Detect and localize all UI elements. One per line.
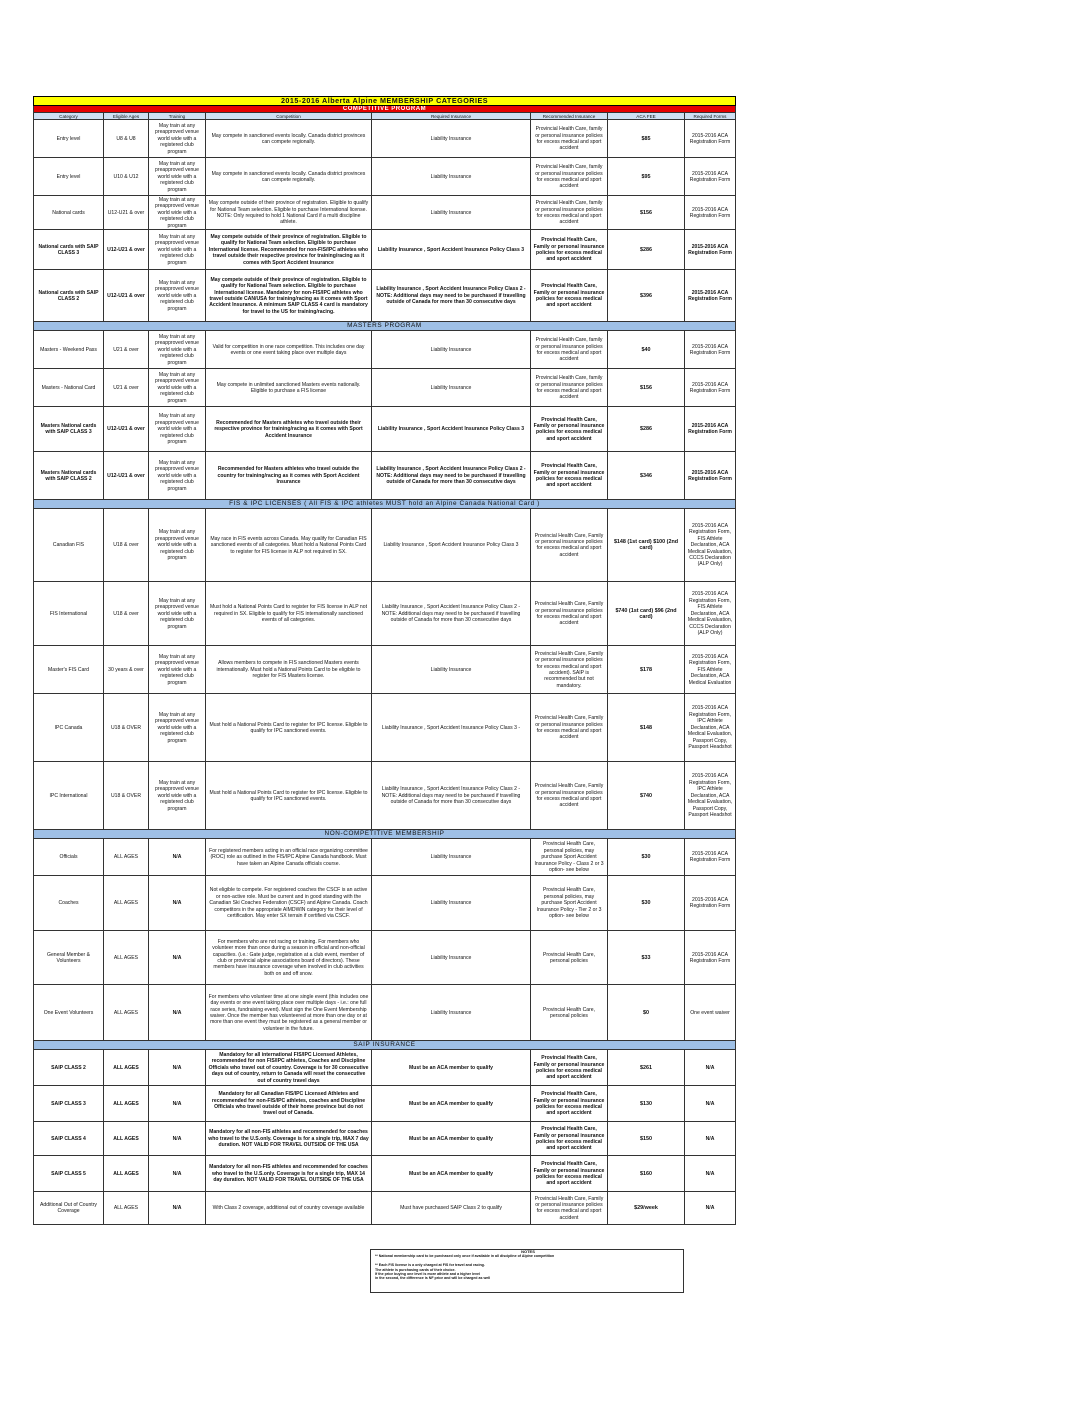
cell-competition: Recommended for Masters athletes who travel outside their respective province for training/racing as it comes with Sport Accident Insurance — [206, 407, 372, 452]
cell-aca-fee: $130 — [608, 1086, 685, 1122]
cell-training: May train at any preapproved venue world wide with a registered club program — [149, 646, 206, 694]
cell-eligible-ages: ALL AGES — [104, 931, 149, 985]
cell-required-insurance: Liability Insurance — [372, 331, 531, 369]
cell-category: Masters - Weekend Pass — [34, 331, 104, 369]
cell-required-forms: 2015-2016 ACA Registration Form, FIS Athlete Declaration, ACA Medical Evaluation — [685, 646, 736, 694]
section-header: SAIP INSURANCE — [34, 1041, 736, 1050]
cell-eligible-ages: U12-U21 & over — [104, 452, 149, 500]
table-row — [34, 1050, 736, 1086]
cell-recommended-insurance: Provincial Health Care, Family or personal insurance policies for excess medical and sport accident — [531, 582, 608, 646]
cell-category: Entry level — [34, 158, 104, 196]
cell-competition: With Class 2 coverage, additional out of country coverage available — [206, 1192, 372, 1225]
cell-required-insurance: Liability Insurance , Sport Accident Insurance Policy Class 2 - NOTE: Additional days may need to be purchased if travelling outside of Canada for more than 30 consecutive days — [372, 582, 531, 646]
cell-required-forms: 2015-2016 ACA Registration Form — [685, 931, 736, 985]
cell-recommended-insurance: Provincial Health Care, Family or personal insurance policies for excess medical and sport accident — [531, 1086, 608, 1122]
cell-category: Canadian FIS — [34, 509, 104, 582]
cell-category: Officials — [34, 839, 104, 876]
cell-category: Additional Out of Country Coverage — [34, 1192, 104, 1225]
cell-aca-fee: $346 — [608, 452, 685, 500]
table-row — [34, 582, 736, 646]
cell-required-insurance: Liability Insurance — [372, 876, 531, 931]
cell-required-forms: 2015-2016 ACA Registration Form — [685, 407, 736, 452]
sheet-title: 2015-2016 Alberta Alpine MEMBERSHIP CATEGORIES — [34, 97, 736, 106]
cell-training: N/A — [149, 1122, 206, 1156]
cell-aca-fee: $286 — [608, 407, 685, 452]
cell-training: May train at any preapproved venue world wide with a registered club program — [149, 270, 206, 322]
cell-recommended-insurance: Provincial Health Care, Family or personal insurance policies for excess medical and sport accident — [531, 230, 608, 270]
cell-eligible-ages: ALL AGES — [104, 1122, 149, 1156]
cell-required-forms: 2015-2016 ACA Registration Form, IPC Athlete Declaration, ACA Medical Evaluation, Passport Copy, Passport Headshot — [685, 762, 736, 830]
cell-aca-fee: $40 — [608, 331, 685, 369]
cell-recommended-insurance: Provincial Health Care, Family or personal insurance policies for excess medical and sport accident — [531, 1192, 608, 1225]
cell-competition: Valid for competition in one race competition. This includes one day events or one event taking place over multiple days — [206, 331, 372, 369]
table-row — [34, 985, 736, 1041]
cell-competition: Mandatory for all non-FIS athletes and recommended for coaches who travel to the U.S.only. Coverage is for a single trip, MAX 14 day duration. NOT VALID FOR TRAVEL OUTSIDE OF THE USA — [206, 1156, 372, 1192]
cell-required-forms: 2015-2016 ACA Registration Form — [685, 270, 736, 322]
cell-recommended-insurance: Provincial Health Care, Family or personal insurance policies for excess medical and sport accident — [531, 270, 608, 322]
cell-category: Entry level — [34, 120, 104, 158]
cell-required-insurance: Must be an ACA member to qualify — [372, 1050, 531, 1086]
cell-aca-fee: $148 — [608, 694, 685, 762]
cell-required-forms: 2015-2016 ACA Registration Form, FIS Athlete Declaration, ACA Medical Evaluation, CCCS Declaration (ALP Only) — [685, 509, 736, 582]
table-row — [34, 1156, 736, 1192]
cell-required-forms: 2015-2016 ACA Registration Form — [685, 196, 736, 230]
cell-category: Masters National cards with SAIP CLASS 2 — [34, 452, 104, 500]
cell-required-forms: N/A — [685, 1050, 736, 1086]
cell-eligible-ages: U12-U21 & over — [104, 407, 149, 452]
cell-recommended-insurance: Provincial Health Care, Family or personal insurance policies for excess medical and sport accident). SAIP is recommended but not mandatory. — [531, 646, 608, 694]
table-row — [34, 230, 736, 270]
notes-title: NOTES — [521, 1249, 535, 1254]
table-row — [34, 1086, 736, 1122]
cell-competition: Recommended for Masters athletes who travel outside the country for training/racing as it comes with Sport Accident Insurance — [206, 452, 372, 500]
section-header: FIS & IPC LICENSES ( All FIS & IPC athletes MUST hold an Alpine Canada National Card ) — [34, 500, 736, 509]
cell-aca-fee: $156 — [608, 369, 685, 407]
membership-sheet — [33, 96, 735, 1225]
table-row — [34, 762, 736, 830]
cell-training: May train at any preapproved venue world wide with a registered club program — [149, 762, 206, 830]
cell-training: May train at any preapproved venue world wide with a registered club program — [149, 509, 206, 582]
cell-eligible-ages: U18 & OVER — [104, 762, 149, 830]
cell-recommended-insurance: Provincial Health Care, family or personal insurance policies for excess medical and sport accident — [531, 196, 608, 230]
cell-required-insurance: Liability Insurance , Sport Accident Insurance Policy Class 2 - NOTE: Additional days may need to be purchased if travelling outside of Canada for more than 30 consecutive days — [372, 270, 531, 322]
cell-aca-fee: $150 — [608, 1122, 685, 1156]
cell-category: SAIP CLASS 2 — [34, 1050, 104, 1086]
cell-training: N/A — [149, 876, 206, 931]
notes-line: in the second, the difference is NF price and will be charged as well — [375, 1276, 491, 1281]
table-row — [34, 1122, 736, 1156]
cell-aca-fee: $30 — [608, 839, 685, 876]
cell-required-forms: 2015-2016 ACA Registration Form — [685, 120, 736, 158]
column-header-required-forms: Required Forms — [685, 113, 736, 120]
cell-required-forms: 2015-2016 ACA Registration Form — [685, 369, 736, 407]
cell-required-insurance: Liability Insurance , Sport Accident Insurance Policy Class 2 - NOTE: Additional days may need to be purchased if travelling outside of Canada for more than 30 consecutive days — [372, 452, 531, 500]
cell-eligible-ages: ALL AGES — [104, 985, 149, 1041]
column-header-category: Category — [34, 113, 104, 120]
cell-competition: May compete outside of their province of registration. Eligible to qualify for National Team selection. Eligible to purchase International license. Mandatory for non-FIS/IPC athletes who travel outside CAN/USA for training/racing as it comes with Sport Accident Insurance. A minimum SAIP CLASS 4 card is mandatory for travel to the US for training/racing. — [206, 270, 372, 322]
cell-training: May train at any preapproved venue world wide with a registered club program — [149, 230, 206, 270]
cell-category: Masters - National Card — [34, 369, 104, 407]
cell-training: N/A — [149, 1156, 206, 1192]
cell-competition: Mandatory for all international FIS/IPC Licensed Athletes, recommended for non FIS/IPC athletes, Coaches and Discipline Officials who travel out of country. Coverage is for 30 consecutive days out of country, return to Canada will reset the consecutive out of country travel days — [206, 1050, 372, 1086]
cell-required-forms: One event waiver — [685, 985, 736, 1041]
cell-competition: For members who volunteer time at one single event (this includes one day events or one event taking place over multiple days - i.e.: one full race series, fundraising event). Must sign the One Event Membership waiver. Once the member has volunteered at more than one day or at more than one event they must be registered as a general member or volunteer in the future. — [206, 985, 372, 1041]
table-row — [34, 839, 736, 876]
table-row — [34, 876, 736, 931]
cell-required-insurance: Liability Insurance , Sport Accident Insurance Policy Class 2 - NOTE: Additional days may need to be purchased if travelling outside of Canada for more than 30 consecutive days — [372, 762, 531, 830]
column-header-required-insurance: Required Insurance — [372, 113, 531, 120]
table-row — [34, 407, 736, 452]
cell-competition: May race in FIS events across Canada. May qualify for Canadian FIS sanctioned events of all categories. Must hold a National Points Card to register for FIS license in ALP not required in SX. — [206, 509, 372, 582]
cell-eligible-ages: U12-U21 & over — [104, 196, 149, 230]
cell-required-insurance: Liability Insurance , Sport Accident Insurance Policy Class 3 — [372, 230, 531, 270]
section-header: MASTERS PROGRAM — [34, 322, 736, 331]
column-header-training: Training — [149, 113, 206, 120]
cell-required-forms: 2015-2016 ACA Registration Form — [685, 452, 736, 500]
cell-aca-fee: $286 — [608, 230, 685, 270]
cell-required-insurance: Liability Insurance — [372, 369, 531, 407]
cell-recommended-insurance: Provincial Health Care, Family or personal insurance policies for excess medical and sport accident — [531, 762, 608, 830]
cell-required-forms: N/A — [685, 1192, 736, 1225]
cell-required-insurance: Liability Insurance — [372, 196, 531, 230]
table-row — [34, 646, 736, 694]
table-row — [34, 509, 736, 582]
cell-eligible-ages: U18 & over — [104, 582, 149, 646]
cell-training: N/A — [149, 1086, 206, 1122]
cell-required-insurance: Must be an ACA member to qualify — [372, 1156, 531, 1192]
cell-training: May train at any preapproved venue world wide with a registered club program — [149, 369, 206, 407]
cell-required-forms: 2015-2016 ACA Registration Form — [685, 331, 736, 369]
table-row — [34, 931, 736, 985]
cell-required-forms: 2015-2016 ACA Registration Form, IPC Athlete Declaration, ACA Medical Evaluation, Passport Copy, Passport Headshot — [685, 694, 736, 762]
cell-aca-fee: $178 — [608, 646, 685, 694]
cell-category: National cards with SAIP CLASS 3 — [34, 230, 104, 270]
cell-recommended-insurance: Provincial Health Care, family or personal insurance policies for excess medical and sport accident — [531, 158, 608, 196]
cell-eligible-ages: U18 & over — [104, 509, 149, 582]
cell-required-insurance: Must have purchased SAIP Class 2 to qualify — [372, 1192, 531, 1225]
cell-required-forms: N/A — [685, 1086, 736, 1122]
cell-aca-fee: $156 — [608, 196, 685, 230]
cell-required-insurance: Liability Insurance — [372, 120, 531, 158]
cell-category: IPC International — [34, 762, 104, 830]
cell-required-insurance: Liability Insurance — [372, 158, 531, 196]
notes-box — [370, 1249, 684, 1293]
cell-recommended-insurance: Provincial Health Care, family or personal insurance policies for excess medical and sport accident — [531, 120, 608, 158]
cell-recommended-insurance: Provincial Health Care, personal policies, may purchase Sport Accident Insurance Policy - Class 2 or 3 option- see below — [531, 839, 608, 876]
cell-competition: May compete outside of their province of registration. Eligible to qualify for National Team selection. Eligible to purchase International license. NOTE: Only required to hold 1 National Card if a multi discipline athlete. — [206, 196, 372, 230]
cell-competition: For members who are not racing or training. For members who volunteer more than once during a season in official and non-official capacities. (i.e.: Gate judge, registration at a club event, member of club or provincial alpine associations board of directors). These members have insurance coverage when involved in club activities both on and off snow. — [206, 931, 372, 985]
cell-aca-fee: $396 — [608, 270, 685, 322]
cell-category: SAIP CLASS 3 — [34, 1086, 104, 1122]
cell-aca-fee: $740 — [608, 762, 685, 830]
cell-competition: May compete outside of their province of registration. Eligible to qualify for National Team selection. Eligible to purchase International license. Recommended for non-FIS/IPC athletes who travel outside their respective province for training/racing as it comes with Sport Accident Insurance — [206, 230, 372, 270]
cell-recommended-insurance: Provincial Health Care, Family or personal insurance policies for excess medical and sport accident — [531, 1050, 608, 1086]
table-row — [34, 694, 736, 762]
cell-aca-fee: $30 — [608, 876, 685, 931]
cell-required-forms: 2015-2016 ACA Registration Form — [685, 158, 736, 196]
cell-recommended-insurance: Provincial Health Care, Family or personal insurance policies for excess medical and sport accident — [531, 1122, 608, 1156]
cell-category: FIS International — [34, 582, 104, 646]
cell-training: N/A — [149, 839, 206, 876]
cell-required-insurance: Liability Insurance — [372, 646, 531, 694]
cell-recommended-insurance: Provincial Health Care, personal policies — [531, 985, 608, 1041]
cell-competition: Allows members to compete in FIS sanctioned Masters events internationally. Must hold a National Points Card to be eligible to register for FIS Masters license. — [206, 646, 372, 694]
cell-required-insurance: Liability Insurance , Sport Accident Insurance Policy Class 3 — [372, 407, 531, 452]
cell-aca-fee: $740 (1st card) $96 (2nd card) — [608, 582, 685, 646]
cell-recommended-insurance: Provincial Health Care, Family or personal insurance policies for excess medical and sport accident — [531, 509, 608, 582]
cell-training: May train at any preapproved venue world wide with a registered club program — [149, 196, 206, 230]
table-row — [34, 452, 736, 500]
cell-recommended-insurance: Provincial Health Care, Family or personal insurance policies for excess medical and sport accident — [531, 694, 608, 762]
cell-competition: Must hold a National Points Card to register for FIS license in ALP not required in SX. Eligible to qualify for FIS internationally sanctioned events of all categories. — [206, 582, 372, 646]
table-row — [34, 331, 736, 369]
cell-required-forms: N/A — [685, 1156, 736, 1192]
cell-category: IPC Canada — [34, 694, 104, 762]
table-row — [34, 369, 736, 407]
cell-aca-fee: $148 (1st card) $100 (2nd card) — [608, 509, 685, 582]
cell-competition: Mandatory for all non-FIS athletes and recommended for coaches who travel to the U.S.only. Coverage is for a single trip, MAX 7 day duration. NOT VALID FOR TRAVEL OUTSIDE OF THE USA — [206, 1122, 372, 1156]
cell-required-insurance: Must be an ACA member to qualify — [372, 1122, 531, 1156]
cell-training: May train at any preapproved venue world wide with a registered club program — [149, 331, 206, 369]
cell-recommended-insurance: Provincial Health Care, family or personal insurance policies for excess medical and sport accident — [531, 369, 608, 407]
cell-recommended-insurance: Provincial Health Care, family or personal insurance policies for excess medical and sport accident — [531, 331, 608, 369]
cell-competition: May compete in unlimited sanctioned Masters events nationally. Eligible to purchase a FIS license — [206, 369, 372, 407]
cell-category: National cards with SAIP CLASS 2 — [34, 270, 104, 322]
cell-required-forms: 2015-2016 ACA Registration Form — [685, 230, 736, 270]
cell-training: N/A — [149, 1050, 206, 1086]
cell-competition: Must hold a National Points Card to register for IPC license. Eligible to qualify for IPC sanctioned events. — [206, 762, 372, 830]
cell-required-insurance: Liability Insurance , Sport Accident Insurance Policy Class 3 - — [372, 694, 531, 762]
cell-category: Coaches — [34, 876, 104, 931]
cell-training: May train at any preapproved venue world wide with a registered club program — [149, 452, 206, 500]
cell-eligible-ages: ALL AGES — [104, 876, 149, 931]
cell-aca-fee: $0 — [608, 985, 685, 1041]
table-row — [34, 120, 736, 158]
cell-competition: May compete in sanctioned events locally. Canada district provinces can compete regionally. — [206, 158, 372, 196]
cell-eligible-ages: U10 & U12 — [104, 158, 149, 196]
cell-eligible-ages: U21 & over — [104, 331, 149, 369]
cell-category: One Event Volunteers — [34, 985, 104, 1041]
cell-aca-fee: $33 — [608, 931, 685, 985]
notes-line: If the price buying one level is more athlete and a higher level — [375, 1272, 481, 1277]
cell-competition: For registered members acting in an official race organizing committee (ROC) role as outlined in the FIS/IPC Alpine Canada handbook. Must have taken an Alpine Canada officials course. — [206, 839, 372, 876]
cell-eligible-ages: ALL AGES — [104, 839, 149, 876]
column-header-competition: Competition — [206, 113, 372, 120]
cell-eligible-ages: U12-U21 & over — [104, 270, 149, 322]
cell-recommended-insurance: Provincial Health Care, Family or personal insurance policies for excess medical and sport accident — [531, 407, 608, 452]
cell-competition: Mandatory for all Canadian FIS/IPC Licensed Athletes and recommended for non-FIS/IPC athletes, coaches and Discipline Officials who travel outside of their home province but do not travel out of Canada. — [206, 1086, 372, 1122]
cell-category: General Member & Volunteers — [34, 931, 104, 985]
cell-required-forms: N/A — [685, 1122, 736, 1156]
cell-training: N/A — [149, 985, 206, 1041]
cell-aca-fee: $29/week — [608, 1192, 685, 1225]
cell-competition: May compete in sanctioned events locally. Canada district provinces can compete regionally. — [206, 120, 372, 158]
cell-category: SAIP CLASS 4 — [34, 1122, 104, 1156]
cell-training: N/A — [149, 1192, 206, 1225]
cell-training: May train at any preapproved venue world wide with a registered club program — [149, 582, 206, 646]
cell-aca-fee: $160 — [608, 1156, 685, 1192]
column-header-eligible-ages: Eligible Ages — [104, 113, 149, 120]
cell-aca-fee: $95 — [608, 158, 685, 196]
cell-required-insurance: Liability Insurance — [372, 985, 531, 1041]
cell-recommended-insurance: Provincial Health Care, Family or personal insurance policies for excess medical and sport accident — [531, 1156, 608, 1192]
cell-eligible-ages: ALL AGES — [104, 1192, 149, 1225]
cell-eligible-ages: ALL AGES — [104, 1086, 149, 1122]
cell-category: Master's FIS Card — [34, 646, 104, 694]
cell-required-forms: 2015-2016 ACA Registration Form — [685, 839, 736, 876]
cell-required-insurance: Liability Insurance — [372, 839, 531, 876]
column-header-aca-fee: ACA FEE — [608, 113, 685, 120]
cell-eligible-ages: 30 years & over — [104, 646, 149, 694]
table-row — [34, 158, 736, 196]
cell-eligible-ages: U12-U21 & over — [104, 230, 149, 270]
cell-training: May train at any preapproved venue world wide with a registered club program — [149, 407, 206, 452]
cell-training: N/A — [149, 931, 206, 985]
cell-eligible-ages: ALL AGES — [104, 1156, 149, 1192]
cell-aca-fee: $85 — [608, 120, 685, 158]
notes-line: The athlete is purchasing cards of their choice. — [375, 1267, 456, 1272]
table-row — [34, 196, 736, 230]
cell-training: May train at any preapproved venue world wide with a registered club program — [149, 694, 206, 762]
membership-table — [33, 96, 736, 1225]
notes-line: ** National membership card to be purchased only once if available in all discipline of Alpine competition — [375, 1254, 555, 1259]
cell-category: Masters National cards with SAIP CLASS 3 — [34, 407, 104, 452]
cell-competition: Not eligible to compete. For registered coaches the CSCF is an active or non-active role. Must be current and in good standing with the Canadian Ski Coaches Federation (CSCF) and Alpine Canada. Coach competitors in the appropriate AIMDWIN category for their level of certification. May enter SX terrain if certified via CSCF. — [206, 876, 372, 931]
table-row — [34, 1192, 736, 1225]
cell-category: National cards — [34, 196, 104, 230]
cell-required-insurance: Liability Insurance , Sport Accident Insurance Policy Class 3 — [372, 509, 531, 582]
cell-required-forms: 2015-2016 ACA Registration Form, FIS Athlete Declaration, ACA Medical Evaluation, CCCS Declaration (ALP Only) — [685, 582, 736, 646]
cell-eligible-ages: ALL AGES — [104, 1050, 149, 1086]
notes-line: ** Each FIS license is a only charged at FIS for travel and racing. — [375, 1263, 485, 1268]
section-header: COMPETITIVE PROGRAM — [34, 106, 736, 113]
cell-eligible-ages: U21 & over — [104, 369, 149, 407]
cell-recommended-insurance: Provincial Health Care, personal policies — [531, 931, 608, 985]
cell-recommended-insurance: Provincial Health Care, Family or personal insurance policies for excess medical and sport accident — [531, 452, 608, 500]
cell-training: May train at any preapproved venue world wide with a registered club program — [149, 120, 206, 158]
cell-required-forms: 2015-2016 ACA Registration Form — [685, 876, 736, 931]
cell-training: May train at any preapproved venue world wide with a registered club program — [149, 158, 206, 196]
table-row — [34, 270, 736, 322]
section-header: NON-COMPETITIVE MEMBERSHIP — [34, 830, 736, 839]
cell-recommended-insurance: Provincial Health Care, personal policies, may purchase Sport Accident Insurance Policy - Tier 2 or 3 option- see below — [531, 876, 608, 931]
cell-eligible-ages: U8 & U8 — [104, 120, 149, 158]
cell-competition: Must hold a National Points Card to register for IPC license. Eligible to qualify for IPC sanctioned events. — [206, 694, 372, 762]
cell-category: SAIP CLASS 5 — [34, 1156, 104, 1192]
cell-eligible-ages: U18 & OVER — [104, 694, 149, 762]
cell-required-insurance: Must be an ACA member to qualify — [372, 1086, 531, 1122]
cell-required-insurance: Liability Insurance — [372, 931, 531, 985]
column-header-recommended-insurance: Recommended Insurance — [531, 113, 608, 120]
cell-aca-fee: $261 — [608, 1050, 685, 1086]
